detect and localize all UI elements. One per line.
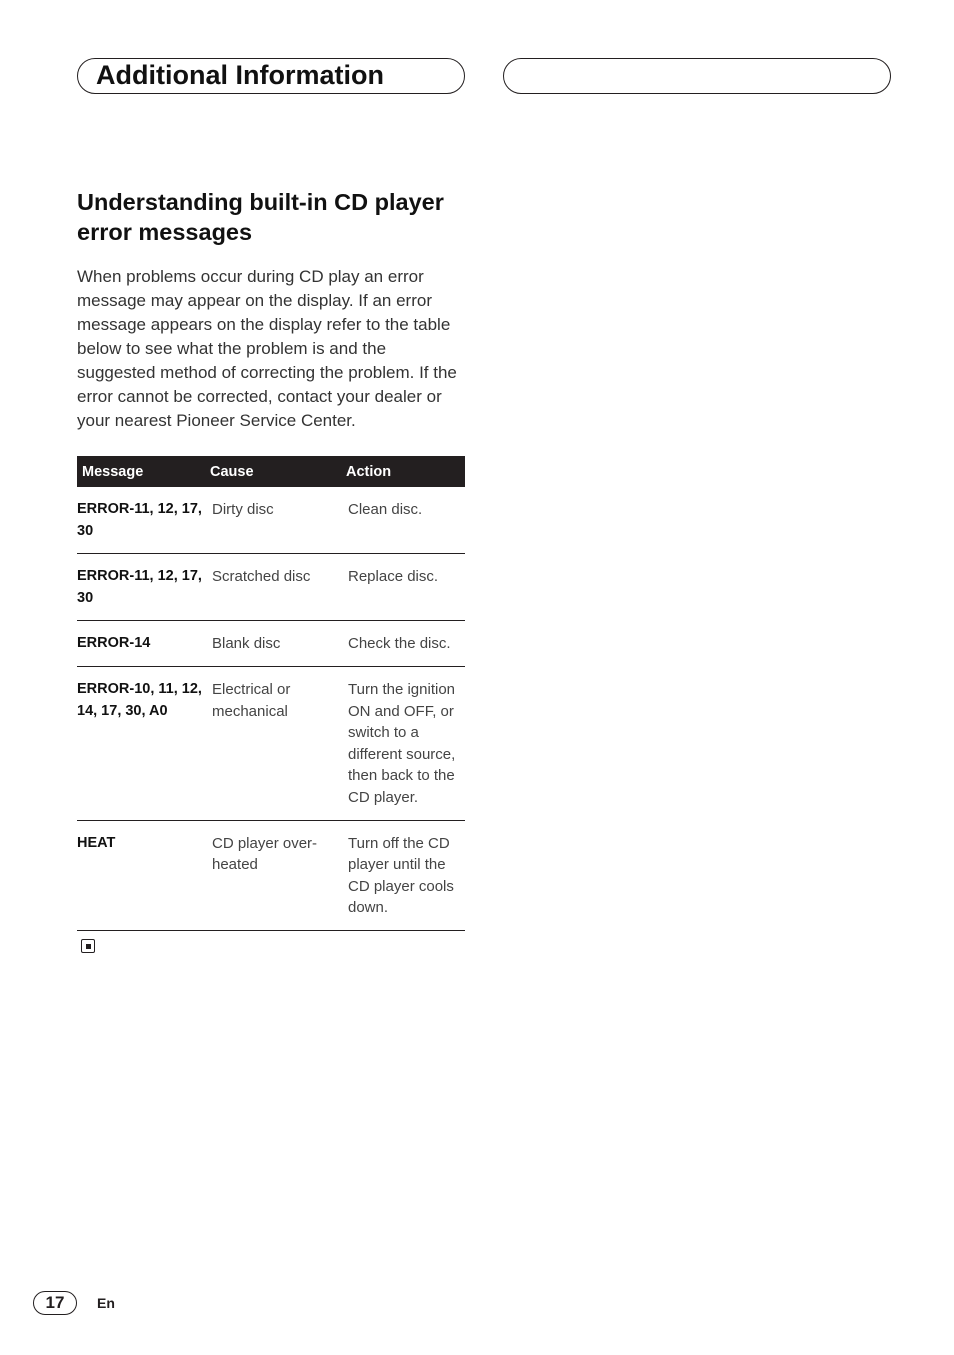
message-cell: ERROR-11, 12, 17, 30 bbox=[77, 554, 208, 621]
column-header-action: Action bbox=[344, 456, 465, 487]
page-title: Additional Information bbox=[96, 60, 384, 90]
column-header-cause: Cause bbox=[208, 456, 344, 487]
section-end-icon bbox=[81, 939, 95, 953]
section-title-tab bbox=[77, 58, 465, 94]
message-cell: HEAT bbox=[77, 820, 208, 930]
action-cell: Turn off the CD player until the CD player cools down. bbox=[344, 820, 465, 930]
message-cell: ERROR-10, 11, 12, 14, 17, 30, A0 bbox=[77, 666, 208, 820]
action-cell: Replace disc. bbox=[344, 554, 465, 621]
action-cell: Turn the ignition ON and OFF, or switch to a different source, then back to the CD player. bbox=[344, 666, 465, 820]
action-cell: Clean disc. bbox=[344, 487, 465, 554]
table-row bbox=[77, 666, 465, 820]
cause-cell: CD player over-heated bbox=[208, 820, 344, 930]
blank-header-tab bbox=[503, 58, 891, 94]
table-row bbox=[77, 487, 465, 554]
column-header-message: Message bbox=[77, 456, 208, 487]
message-cell: ERROR-11, 12, 17, 30 bbox=[77, 487, 208, 554]
table-header-row bbox=[77, 456, 465, 487]
error-message-table bbox=[77, 456, 465, 931]
section-heading: Understanding built-in CD player error messages bbox=[77, 189, 444, 245]
table-row bbox=[77, 554, 465, 621]
intro-paragraph: When problems occur during CD play an error message may appear on the display. If an error message appears on the display refer to the table below to see what the problem is and the suggested method of correcting the problem. If the error cannot be corrected, contact your dealer or your nearest Pioneer Service Center. bbox=[77, 267, 457, 430]
table-row bbox=[77, 621, 465, 667]
message-cell: ERROR-14 bbox=[77, 621, 208, 667]
language-code: En bbox=[97, 1295, 115, 1311]
cause-cell: Scratched disc bbox=[208, 554, 344, 621]
page-number: 17 bbox=[33, 1291, 77, 1315]
table-row bbox=[77, 820, 465, 930]
cause-cell: Electrical or mechanical bbox=[208, 666, 344, 820]
cause-cell: Blank disc bbox=[208, 621, 344, 667]
action-cell: Check the disc. bbox=[344, 621, 465, 667]
cause-cell: Dirty disc bbox=[208, 487, 344, 554]
